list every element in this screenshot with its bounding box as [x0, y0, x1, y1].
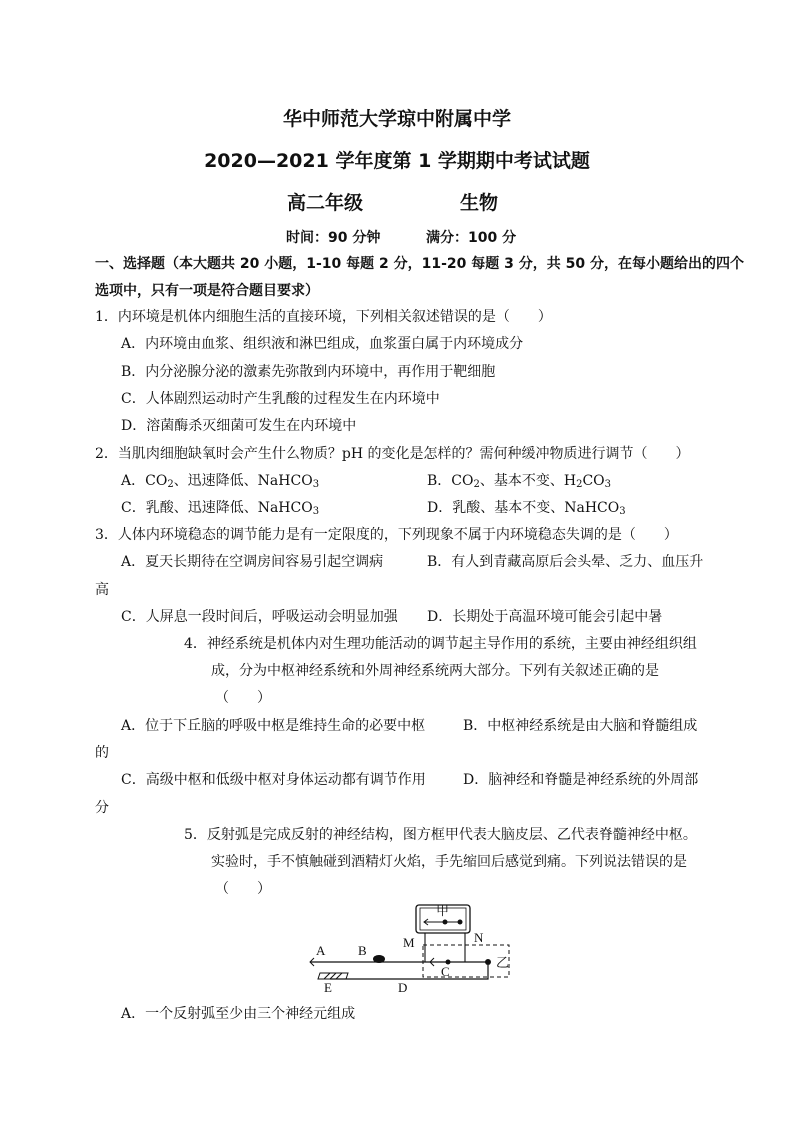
label-b: B: [358, 943, 367, 958]
q2-option-c: C．乳酸、迅速降低、NaHCO$_3$: [121, 500, 320, 517]
q1-option-a: A．内环境由血浆、组织液和淋巴组成，血浆蛋白属于内环境成分: [121, 336, 524, 352]
q3-option-a: A．夏天长期待在空调房间容易引起空调病: [121, 554, 384, 570]
section-heading-line1: 一、选择题（本大题共 20 小题，1-10 每题 2 分，11-20 每题 3 分，共 50 分，在每小题给出的四个: [95, 256, 744, 272]
section-heading-line2: 选项中，只有一项是符合题目要求）: [95, 283, 319, 299]
q4-option-d-wrap: 分: [95, 800, 109, 816]
reflex-arc-diagram: [300, 895, 530, 1000]
q4-option-b-wrap: 的: [95, 745, 109, 761]
effector-hatch: [324, 973, 342, 979]
school-title: 华中师范大学琼中附属中学: [282, 108, 511, 130]
jia-neuron-dot-2: [458, 920, 463, 925]
exam-time: 时间：90 分钟: [286, 230, 381, 246]
q1-option-c: C．人体剧烈运动时产生乳酸的过程发生在内环境中: [121, 391, 440, 407]
jia-neuron-dot: [443, 920, 448, 925]
q3-option-b-wrap: 高: [95, 582, 109, 598]
q2-stem: 2．当肌肉细胞缺氧时会产生什么物质？pH 的变化是怎样的？需何种缓冲物质进行调节（ ）: [95, 446, 690, 462]
q1-option-d: D．溶菌酶杀灭细菌可发生在内环境中: [121, 418, 357, 434]
q4-stem-line1: 4．神经系统是机体内对生理功能活动的调节起主导作用的系统，主要由神经组织组: [184, 636, 697, 652]
q1-stem: 1．内环境是机体内细胞生活的直接环境，下列相关叙述错误的是（ ）: [95, 309, 552, 325]
label-yi: 乙: [496, 955, 510, 970]
label-e: E: [324, 980, 332, 995]
q2-option-a: A．$CO_2$、迅速降低、NaHCO$_3$: [121, 473, 320, 490]
q5-stem-line2: 实验时，手不慎触碰到酒精灯火焰，手先缩回后感觉到痛。下列说法错误的是: [211, 854, 687, 870]
q1-option-b: B．内分泌腺分泌的激素先弥散到内环境中，再作用于靶细胞: [121, 364, 496, 380]
q3-option-c: C．人屏息一段时间后，呼吸运动会明显加强: [121, 609, 398, 625]
q4-option-c: C．高级中枢和低级中枢对身体运动都有调节作用: [121, 772, 426, 788]
q2-option-b: B．$CO_2$、基本不变、$H_2CO_3$: [427, 473, 612, 490]
label-m: M: [403, 935, 415, 950]
q4-option-d: D．脑神经和脊髓是神经系统的外周部: [463, 772, 699, 788]
q2-option-d: D．乳酸、基本不变、NaHCO$_3$: [427, 500, 626, 517]
q3-stem: 3．人体内环境稳态的调节能力是有一定限度的，下列现象不属于内环境稳态失调的是（ ）: [95, 527, 678, 543]
label-n: N: [474, 930, 484, 945]
q4-stem-line2: 成，分为中枢神经系统和外周神经系统两大部分。下列有关叙述正确的是: [211, 663, 659, 679]
q4-option-b: B．中枢神经系统是由大脑和脊髓组成: [463, 718, 698, 734]
spinal-neuron-body: [485, 959, 491, 965]
label-a: A: [316, 943, 326, 958]
q3-option-d: D．长期处于高温环境可能会引起中暑: [427, 609, 663, 625]
label-c: C: [441, 964, 450, 979]
label-jia: 甲: [436, 903, 450, 918]
q4-option-a: A．位于下丘脑的呼吸中枢是维持生命的必要中枢: [121, 718, 426, 734]
subject-label: 生物: [460, 192, 499, 214]
exam-title: 2020—2021 学年度第 1 学期期中考试试题: [204, 150, 590, 172]
label-d: D: [398, 980, 408, 995]
q5-stem-line3: （ ）: [215, 881, 271, 897]
grade-label: 高二年级: [287, 192, 364, 214]
q4-stem-line3: （ ）: [215, 690, 271, 706]
q3-option-b: B．有人到青藏高原后会头晕、乏力、血压升: [427, 554, 704, 570]
exam-score: 满分：100 分: [426, 230, 517, 246]
q5-option-a: A．一个反射弧至少由三个神经元组成: [121, 1006, 356, 1022]
ganglion-b: [373, 955, 385, 963]
q5-stem-line1: 5．反射弧是完成反射的神经结构，图方框甲代表大脑皮层、乙代表脊髓神经中枢。: [184, 827, 697, 843]
